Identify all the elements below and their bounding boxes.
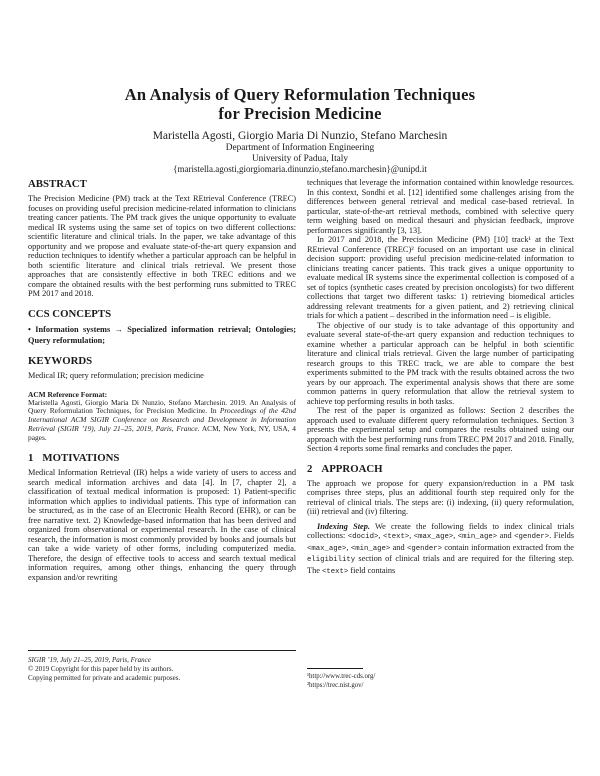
left-column	[28, 178, 296, 582]
motivations-paragraph: Medical Information Retrieval (IR) helps a wide variety of users to access and search medical information archives and data [4]. In [7, chapter 2], a classification of textual medical information is proposed: 1) Patient-specific information which applies to individual patients. This type of information can be structured, as in the case of an Electronic Health Record (EHR), or can be free narrative text. 2) Knowledge-based information that has been derived and organized from observational or experimental research. In the case of clinical research, the information is most commonly provided by books and journals but can take a wide variety of other forms, including computerized media. Therefore, the design of effective tools to access and search textual medical information requires, among other things, enhancing the query through expansion and/or rewriting	[28, 468, 296, 582]
section-1-heading	[28, 452, 296, 464]
university-line: University of Padua, Italy	[251, 153, 349, 164]
footnote-rule	[307, 668, 363, 669]
paper-title-line1: An Analysis of Query Reformulation Techniques	[124, 85, 476, 104]
paper-title	[0, 85, 600, 123]
copyright-rule	[28, 650, 296, 651]
footnote-1-link[interactable]: ¹http://www.trec-cds.org/	[307, 673, 376, 680]
trec-pm-paragraph: In 2017 and 2018, the Precision Medicine (PM) [10] track¹ at the Text REtrieval Conference (TREC)² focused on an important use case in clinical decision support: providing useful precision medicine-related information to clinicians treating cancer patients. This track gives a unique opportunity to evaluate medical IR systems since the experimental collection is composed of a set of topics (synthetic cases created by precision oncologists) for two different collections that target two different tasks: 1) retrieving biomedical articles addressing relevant treatments for a given patient, and 2) retrieving clinical trials for which a patient – described in the information need – is eligible.	[307, 235, 574, 320]
paper-outline-paragraph: The rest of the paper is organized as follows: Section 2 describes the approach used to evaluate different query reformulation techniques. Section 3 presents the experimental setup and compares the results obtained using our approach with the best performing runs from TREC PM 2017 and 2018. Finally, Section 4 reports some final remarks and concludes the paper.	[307, 406, 574, 453]
ccs-concepts-heading: CCS CONCEPTS	[28, 307, 112, 320]
paper-header	[0, 85, 600, 175]
paper-title-line2: for Precision Medicine	[218, 104, 382, 123]
footnote-2-link[interactable]: ²https://trec.nist.gov/	[307, 682, 364, 689]
section-2-number: 2	[307, 462, 313, 475]
keywords-heading: KEYWORDS	[28, 354, 93, 367]
section-1-number: 1	[28, 452, 34, 465]
section-2-title: APPROACH	[321, 462, 383, 475]
footnotes-block	[307, 668, 574, 690]
conference-line: SIGIR ’19, July 21–25, 2019, Paris, France	[28, 656, 151, 664]
copyright-line: © 2019 Copyright for this paper held by its authors.	[28, 665, 174, 673]
abstract-heading: ABSTRACT	[28, 178, 87, 190]
study-objective-paragraph: The objective of our study is to take advantage of this opportunity and evaluate several state-of-the-art query expansion and reduction techniques to examine whether a particular approach can be helpful in both scientific literature and clinical trials retrieval. Given the large number of participating research groups to this TREC track, we are able to compare the best experiments submitted to the PM track with the results obtained across the two years by our approach. The experimental analysis shows that there are some common patterns in query reformulation that allow the retrieval system to achieve top performing results in both tasks.	[307, 320, 574, 406]
acm-reference-text: Maristella Agosti, Giorgio Maria Di Nunzio, Stefano Marchesin. 2019. An Analysis of Query Reformulation Techniques, for Precision Medicine. In Proceedings of the 42nd International ACM SIGIR Conference on Research and Development in Information Retrieval (SIGIR ’19), July 21–25, 2019, Paris, France. ACM, New York, NY, USA, 4 pages.	[28, 397, 296, 443]
abstract-text: The Precision Medicine (PM) track at the Text REtrieval Conference (TREC) focuses on providing useful precision medicine-related information to clinicians treating cancer patients. The PM track gives the unique opportunity to evaluate medical IR systems using the same set of topics on two different collections: scientific literature and clinical trials. In the paper, we take advantage of this opportunity and we propose and evaluate state-of-the-art query expansion and reduction techniques to identify whether a particular approach can be helpful in both scientific literature and clinical trials retrieval. We present those approaches that are consistently effective in both TREC editions and we compare the obtained results with the best performing runs submitted to TREC PM 2017 and 2018.	[28, 194, 296, 298]
section-2-heading	[307, 463, 574, 475]
permission-line: Copying permitted for private and academic purposes.	[28, 674, 181, 682]
authors-email-line: {maristella.agosti,giorgiomaria.dinunzio,stefano.marchesin}@unipd.it	[173, 164, 427, 174]
authors-line: Maristella Agosti, Giorgio Maria Di Nunzio, Stefano Marchesin	[152, 130, 448, 142]
copyright-block	[28, 650, 296, 683]
acm-reference-heading: ACM Reference Format:	[28, 389, 108, 399]
motivations-continuation-paragraph: techniques that leverage the information contained within knowledge resources. In this context, Sondhi et al. [12] identified some challenges arising from the differences between general retrieval and medical case-based retrieval. In particular, state-of-the-art retrieval methods, combined with selective query term weighing based on medical thesauri and physician feedback, improve performances significantly [3, 13].	[307, 178, 574, 235]
section-1-title: MOTIVATIONS	[42, 452, 120, 465]
right-column	[307, 178, 574, 577]
approach-paragraph: The approach we propose for query expansion/reduction in a PM task comprises three steps, plus an additional fourth step required only for the retrieval of clinical trials. The steps are: (i) indexing, (ii) query reformulation, (iii) retrieval and (iv) filtering.	[307, 478, 574, 516]
keywords-text: Medical IR; query reformulation; precision medicine	[28, 370, 204, 380]
department-line: Department of Information Engineering	[225, 143, 375, 153]
ccs-concepts-text: • Information systems → Specialized information retrieval; Ontologies; Query reformulation;	[28, 324, 296, 345]
indexing-step-paragraph: Indexing Step. We create the following fields to index clinical trials collections: <docid>, <text>, <max_age>, <min_age> and <gender>. Fields <max_age>, <min_age> and <gender> contain information extracted from the eligibility section of clinical trials and are required for the filtering step. The <text> field contains	[307, 521, 575, 576]
